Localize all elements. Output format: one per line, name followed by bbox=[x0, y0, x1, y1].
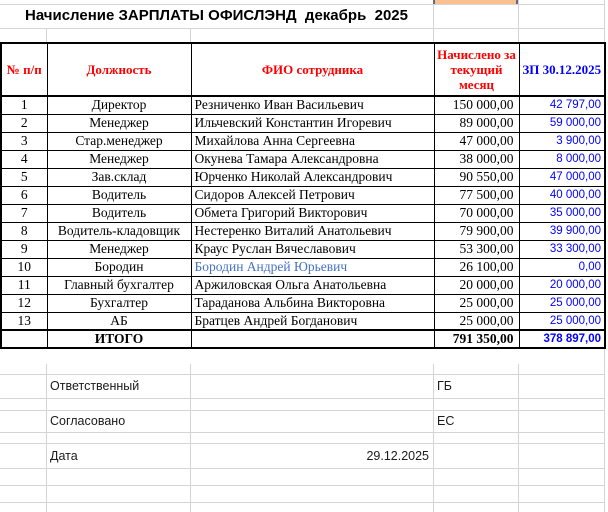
gridline bbox=[433, 0, 434, 42]
total-empty-fio bbox=[191, 330, 434, 348]
table-row bbox=[1, 222, 605, 240]
table-row bbox=[1, 204, 605, 222]
cell-accrued: 70 000,00 bbox=[434, 204, 519, 222]
total-accrued: 791 350,00 bbox=[434, 330, 519, 348]
gridline bbox=[518, 364, 519, 512]
cell-number: 7 bbox=[1, 204, 47, 222]
table-row bbox=[1, 186, 605, 204]
cell-position: Стар.менеджер bbox=[47, 132, 191, 150]
gridline bbox=[46, 28, 47, 42]
gridline bbox=[46, 364, 47, 512]
total-empty-number bbox=[1, 330, 47, 348]
cell-salary: 0,00 bbox=[519, 258, 605, 276]
total-row bbox=[1, 330, 605, 348]
cell-number: 4 bbox=[1, 150, 47, 168]
cell-fio: Краус Руслан Вячеславович bbox=[191, 240, 434, 258]
gridline bbox=[0, 28, 604, 29]
header-salary: ЗП 30.12.2025 bbox=[519, 43, 605, 96]
cell-accrued: 90 550,00 bbox=[434, 168, 519, 186]
cell-accrued: 20 000,00 bbox=[434, 276, 519, 294]
responsible-label: Ответственный bbox=[50, 379, 140, 393]
cell-number: 5 bbox=[1, 168, 47, 186]
table-row bbox=[1, 294, 605, 312]
cell-number: 2 bbox=[1, 114, 47, 132]
cell-fio: Обмета Григорий Викторович bbox=[191, 204, 434, 222]
cell-position: Зав.склад bbox=[47, 168, 191, 186]
cell-number: 3 bbox=[1, 132, 47, 150]
cell-number: 9 bbox=[1, 240, 47, 258]
gridline bbox=[0, 443, 604, 444]
date-value: 29.12.2025 bbox=[366, 449, 429, 463]
cell-fio: Ильчевский Константин Игоревич bbox=[191, 114, 434, 132]
cell-salary: 8 000,00 bbox=[519, 150, 605, 168]
cell-salary: 47 000,00 bbox=[519, 168, 605, 186]
cell-salary: 33 300,00 bbox=[519, 240, 605, 258]
cell-salary: 25 000,00 bbox=[519, 312, 605, 330]
sheet-title: Начисление ЗАРПЛАТЫ ОФИСЛЭНД декабрь 2025 bbox=[24, 7, 408, 24]
table-row bbox=[1, 240, 605, 258]
cell-accrued: 38 000,00 bbox=[434, 150, 519, 168]
table-row bbox=[1, 150, 605, 168]
cell-number: 8 bbox=[1, 222, 47, 240]
table-row bbox=[1, 312, 605, 330]
cell-position: Водитель bbox=[47, 204, 191, 222]
payroll-table-wrap bbox=[0, 42, 606, 349]
cell-accrued: 89 000,00 bbox=[434, 114, 519, 132]
gridline bbox=[433, 364, 434, 512]
cell-salary: 35 000,00 bbox=[519, 204, 605, 222]
table-row bbox=[1, 132, 605, 150]
header-number: № п/п bbox=[1, 43, 47, 96]
cell-position: Водитель-кладовщик bbox=[47, 222, 191, 240]
cell-number: 10 bbox=[1, 258, 47, 276]
total-salary: 378 897,00 bbox=[519, 330, 605, 348]
cell-accrued: 150 000,00 bbox=[434, 96, 519, 114]
gridline bbox=[0, 374, 604, 375]
cell-accrued: 53 300,00 bbox=[434, 240, 519, 258]
cell-position: АБ bbox=[47, 312, 191, 330]
header-fio: ФИО сотрудника bbox=[191, 43, 434, 96]
cell-number: 12 bbox=[1, 294, 47, 312]
responsible-value: ГБ bbox=[437, 379, 452, 393]
gridline bbox=[0, 502, 604, 503]
cell-position: Главный бухгалтер bbox=[47, 276, 191, 294]
cell-fio: Тараданова Альбина Викторовна bbox=[191, 294, 434, 312]
table-body bbox=[1, 96, 605, 330]
cell-position: Бухгалтер bbox=[47, 294, 191, 312]
cell-position: Менеджер bbox=[47, 240, 191, 258]
cell-fio: Юрченко Николай Александрович bbox=[191, 168, 434, 186]
cell-accrued: 25 000,00 bbox=[434, 312, 519, 330]
approved-value: ЕС bbox=[437, 414, 455, 428]
cell-number: 6 bbox=[1, 186, 47, 204]
cell-salary: 59 000,00 bbox=[519, 114, 605, 132]
cell-salary: 39 900,00 bbox=[519, 222, 605, 240]
cell-fio: Нестеренко Виталий Анатольевич bbox=[191, 222, 434, 240]
payroll-table bbox=[0, 42, 606, 349]
gridline bbox=[190, 28, 191, 42]
cell-accrued: 25 000,00 bbox=[434, 294, 519, 312]
header-position: Должность bbox=[47, 43, 191, 96]
cell-accrued: 47 000,00 bbox=[434, 132, 519, 150]
cell-fio: Окунева Тамара Александровна bbox=[191, 150, 434, 168]
highlighted-cell bbox=[433, 0, 518, 4]
header-accrued: Начислено за текущий месяц bbox=[434, 43, 519, 96]
table-row bbox=[1, 96, 605, 114]
cell-salary: 42 797,00 bbox=[519, 96, 605, 114]
cell-fio: Бородин Андрей Юрьевич bbox=[191, 258, 434, 276]
cell-fio: Резниченко Иван Васильевич bbox=[191, 96, 434, 114]
cell-position: Директор bbox=[47, 96, 191, 114]
cell-position: Бородин bbox=[47, 258, 191, 276]
cell-fio: Братцев Андрей Богданович bbox=[191, 312, 434, 330]
gridline bbox=[518, 0, 519, 42]
cell-salary: 20 000,00 bbox=[519, 276, 605, 294]
cell-number: 1 bbox=[1, 96, 47, 114]
cell-position: Менеджер bbox=[47, 114, 191, 132]
cell-position: Водитель bbox=[47, 186, 191, 204]
cell-salary: 3 900,00 bbox=[519, 132, 605, 150]
cell-fio: Сидоров Алексей Петрович bbox=[191, 186, 434, 204]
cell-accrued: 77 500,00 bbox=[434, 186, 519, 204]
cell-fio: Михайлова Анна Сергеевна bbox=[191, 132, 434, 150]
header-row bbox=[1, 43, 605, 96]
cell-number: 11 bbox=[1, 276, 47, 294]
gridline bbox=[0, 398, 604, 399]
cell-fio: Аржиловская Ольга Анатольевна bbox=[191, 276, 434, 294]
cell-position: Менеджер bbox=[47, 150, 191, 168]
table-row bbox=[1, 276, 605, 294]
table-row bbox=[1, 168, 605, 186]
gridline bbox=[0, 468, 604, 469]
cell-salary: 40 000,00 bbox=[519, 186, 605, 204]
date-label: Дата bbox=[50, 449, 78, 463]
gridline bbox=[0, 432, 604, 433]
table-row bbox=[1, 114, 605, 132]
table-row bbox=[1, 258, 605, 276]
gridline bbox=[190, 364, 191, 512]
cell-salary: 25 000,00 bbox=[519, 294, 605, 312]
approved-label: Согласовано bbox=[50, 414, 126, 428]
total-label: ИТОГО bbox=[47, 330, 191, 348]
cell-accrued: 79 900,00 bbox=[434, 222, 519, 240]
gridline bbox=[0, 485, 604, 486]
cell-accrued: 26 100,00 bbox=[434, 258, 519, 276]
cell-number: 13 bbox=[1, 312, 47, 330]
